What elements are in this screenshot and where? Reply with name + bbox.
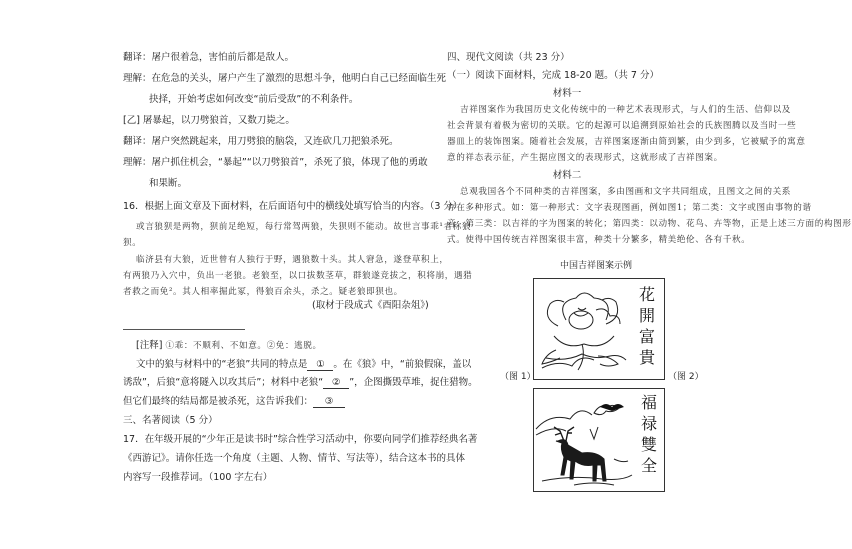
notes-divider — [123, 329, 245, 330]
material-line: 狈。 — [123, 238, 142, 248]
material-1-line: 社会背景有着极为密切的关联。它的起源可以追溯到原始社会的氏族图腾以及当时一些 — [447, 121, 797, 131]
fill-text: ”，企图撕毁草堆，捉住猎物。 — [349, 377, 478, 388]
fig1-char-kai: 開 — [638, 306, 655, 325]
material-source: (取材于段成式《酉阳杂俎》) — [312, 300, 429, 311]
fig2-char-fu: 福 — [640, 393, 657, 412]
material-line: 临济县有大狼，近世曾有人独行于野，遇狼数十头。其人窘急，遂登草积上， — [136, 255, 449, 265]
fig1-char-fu: 富 — [638, 327, 655, 346]
figure-1-frame — [533, 278, 665, 380]
material-1-line: 吉祥图案作为我国历史文化传统中的一种艺术表现形式，与人们的生活、信仰以及 — [460, 105, 791, 115]
fill-text: 但它们最终的结局都是被杀死，这告诉我们： — [123, 396, 314, 407]
analysis-1-cont: 抉择，开始考虑如何改变“前后受敌”的不利条件。 — [149, 94, 359, 105]
answer-blank-1[interactable]: ① — [307, 359, 333, 371]
question-16: 16．根据上面文章及下面材料，在后面语句中的横线处填写恰当的内容。（3 分） — [123, 201, 463, 212]
material-1-line: 意的祥态表示征，产生据应图文的表现形式，这就形成了吉祥图案。 — [447, 153, 723, 163]
notes-text: ①乖：不顺利、不如意。②免：逃脱。 — [165, 341, 322, 351]
notes-label: [注释] — [136, 340, 163, 351]
material-2-line: 音；第三类：以吉祥的字为图案的转化；第四类：以动物、花鸟、卉等物，正是上述三方面的构图形 — [447, 219, 852, 229]
figure-1-label: （图 1） — [500, 372, 536, 382]
section-3-title: 三、名著阅读（5 分） — [123, 415, 218, 426]
question-17-cont: 《西游记》。请你任选一个角度（主题、人物、情节、写法等），结合这本书的具体 — [123, 453, 466, 464]
fill-blank-line-2 — [123, 377, 478, 389]
answer-blank-3[interactable]: ③ — [313, 396, 345, 408]
deer-and-bat-drawing — [534, 389, 634, 489]
material-2-line: 式。使得中国传统吉祥图案很丰富，种类十分繁多，精美绝伦、各有千秋。 — [447, 235, 751, 245]
material-1-line: 器皿上的装饰图案。随着社会发展，吉祥图案逐渐由简到繁，由少到多，它被赋予的寓意 — [447, 137, 806, 147]
fig1-char-hua: 花 — [638, 285, 655, 304]
part-1-instruction: （一）阅读下面材料，完成 18-20 题。（共 7 分） — [447, 70, 659, 81]
examples-title: 中国吉祥图案示例 — [560, 261, 633, 271]
notes — [136, 340, 322, 352]
section-4-title: 四、现代文阅读（共 23 分） — [447, 52, 570, 63]
fig2-char-quan: 全 — [640, 456, 657, 475]
translation-2: 翻译：屠户突然跳起来，用刀劈狼的脑袋，又连砍几刀把狼杀死。 — [123, 136, 399, 147]
fill-text: 。在《狼》中，“前狼假寐，盖以 — [333, 359, 472, 370]
fig2-char-shuang: 雙 — [640, 435, 657, 454]
analysis-1: 理解：在危急的关头，屠户产生了激烈的思想斗争，他明白自己已经面临生死 — [123, 73, 447, 84]
material-1-title: 材料一 — [552, 88, 582, 99]
question-17-cont: 内容写一段推荐词。（100 字左右） — [123, 472, 273, 483]
fig1-char-gui: 貴 — [638, 348, 655, 367]
material-line: 者救之而免²。其人相率掘此冢，得狼百余头，杀之。疑老狼即狈也。 — [123, 287, 403, 297]
peony-flower-drawing — [536, 280, 631, 378]
translation-1: 翻译：屠户很着急，害怕前后都是敌人。 — [123, 52, 295, 63]
question-17: 17．在年级开展的“少年正是读书时”综合性学习活动中，你要向同学们推荐经典名著 — [123, 434, 478, 445]
analysis-2: 理解：屠户抓住机会，“暴起”“以刀劈狼首”，杀死了狼，体现了他的勇敢 — [123, 157, 428, 168]
fill-text: 文中的狼与材料中的“老狼”共同的特点是 — [136, 359, 308, 370]
analysis-2-cont: 和果断。 — [149, 178, 188, 189]
fill-text: 诱敌”，后狼“意将隧入以攻其后”；材料中老狼“ — [123, 377, 324, 388]
material-2-line: 总观我国各个不同种类的吉祥图案，多由图画和文字共同组成，且图文之间的关系 — [460, 187, 791, 197]
fill-blank-line-3 — [123, 396, 345, 408]
material-2-title: 材料二 — [552, 170, 582, 181]
fill-blank-line-1 — [136, 359, 471, 371]
fig2-char-lu: 禄 — [640, 414, 657, 433]
material-line: 或言狼狈是两物，狈前足绝短，每行常驾两狼，失狈则不能动。故世言事乖¹者称狼 — [136, 222, 472, 232]
answer-blank-2[interactable]: ② — [323, 377, 349, 389]
passage-yi: [乙] 屠暴起，以刀劈狼首，又数刀毙之。 — [123, 115, 295, 126]
material-line: 有两狼乃入穴中，负出一老狼。老狼至，以口拔数茎草，群狼遂竞拔之，积将崩，遇猎 — [123, 271, 473, 281]
material-2-line: 存在多种形式。如：第一种形式：文字表现图画，例如图1；第二类：文字或图由事物的谐 — [447, 203, 812, 213]
figure-2-label: （图 2） — [668, 372, 704, 382]
figure-2-frame — [533, 388, 665, 492]
